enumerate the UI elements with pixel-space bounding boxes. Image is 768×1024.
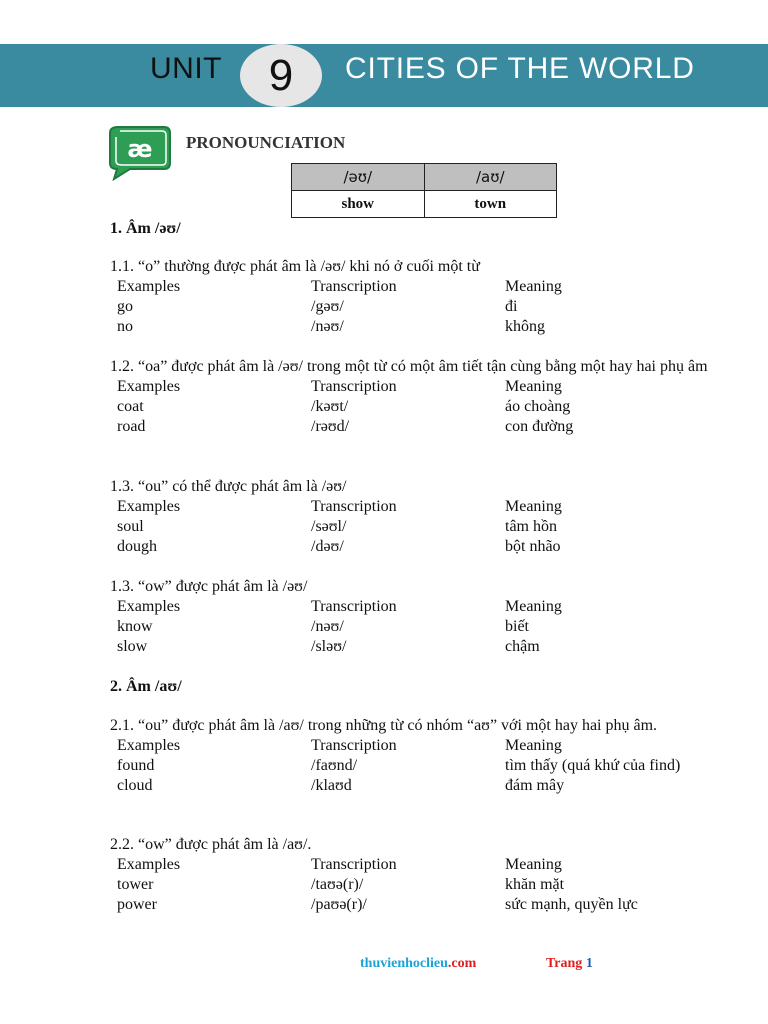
rule-title: 1.3. “ou” có thể được phát âm là /əʊ/ xyxy=(110,478,347,495)
table-row xyxy=(110,875,740,895)
example-word: power xyxy=(117,896,157,913)
table-header-row xyxy=(110,597,740,617)
meaning: sức mạnh, quyền lực xyxy=(505,896,638,913)
footer-page-indicator xyxy=(546,956,593,972)
unit-label: UNIT xyxy=(150,52,222,85)
meaning-header: Meaning xyxy=(505,378,562,395)
meaning-header: Meaning xyxy=(505,737,562,754)
rule-title: 2.1. “ou” được phát âm là /aʊ/ trong những từ có nhóm “aʊ” với một hay hai phụ âm. xyxy=(110,717,658,734)
ipa-word-cell: show xyxy=(292,191,425,218)
example-word: found xyxy=(117,757,155,774)
meaning: tâm hồn xyxy=(505,518,557,535)
ipa-sound-cell: /aʊ/ xyxy=(424,164,557,191)
transcription-header: Transcription xyxy=(311,856,397,873)
rule-title: 1.1. “o” thường được phát âm là /əʊ/ khi nó ở cuối một từ xyxy=(110,258,480,275)
table-header-row xyxy=(110,855,740,875)
table-header-row xyxy=(110,497,740,517)
rule-block xyxy=(110,577,740,657)
rule-block xyxy=(110,257,740,337)
transcription: /rəʊd/ xyxy=(311,418,350,435)
example-word: coat xyxy=(117,398,144,415)
examples-header: Examples xyxy=(117,378,181,395)
meaning-header: Meaning xyxy=(505,498,562,515)
examples-header: Examples xyxy=(117,278,181,295)
example-word: road xyxy=(117,418,146,435)
examples-header: Examples xyxy=(117,498,181,515)
example-word: slow xyxy=(117,638,148,655)
footer-site-link[interactable] xyxy=(360,956,476,972)
table-row xyxy=(110,317,740,337)
meaning: đi xyxy=(505,298,518,315)
meaning: đám mây xyxy=(505,777,565,794)
meaning-header: Meaning xyxy=(505,856,562,873)
ipa-table-head-row xyxy=(292,164,557,191)
table-row xyxy=(110,617,740,637)
rule-block xyxy=(110,835,740,915)
example-word: go xyxy=(117,298,133,315)
transcription: /səʊl/ xyxy=(311,518,347,535)
transcription-header: Transcription xyxy=(311,498,397,515)
meaning: khăn mặt xyxy=(505,876,565,893)
table-row xyxy=(110,776,740,796)
meaning-header: Meaning xyxy=(505,278,562,295)
transcription: /dəʊ/ xyxy=(311,538,344,555)
rule-title: 1.2. “oa” được phát âm là /əʊ/ trong một từ có một âm tiết tận cùng bằng một hay hai phụ âm xyxy=(110,358,708,375)
table-header-row xyxy=(110,736,740,756)
footer-page-number: 1 xyxy=(585,956,593,971)
footer-page-label: Trang xyxy=(546,956,583,971)
table-row xyxy=(110,297,740,317)
table-row xyxy=(110,517,740,537)
transcription-header: Transcription xyxy=(311,737,397,754)
unit-title: CITIES OF THE WORLD xyxy=(345,52,695,85)
transcription: /klaʊd xyxy=(311,777,352,794)
section-title: PRONOUNCIATION xyxy=(186,133,346,152)
transcription: /paʊə(r)/ xyxy=(311,896,367,913)
examples-header: Examples xyxy=(117,737,181,754)
rule-block xyxy=(110,357,740,437)
examples-header: Examples xyxy=(117,598,181,615)
transcription: /sləʊ/ xyxy=(311,638,347,655)
ae-speech-bubble-icon xyxy=(108,123,172,181)
transcription: /kəʊt/ xyxy=(311,398,349,415)
meaning-header: Meaning xyxy=(505,598,562,615)
meaning: chậm xyxy=(505,638,540,655)
transcription: /nəʊ/ xyxy=(311,618,344,635)
transcription: /faʊnd/ xyxy=(311,757,358,774)
rule-title: 1.3. “ow” được phát âm là /əʊ/ xyxy=(110,578,308,595)
example-word: no xyxy=(117,318,133,335)
transcription: /gəʊ/ xyxy=(311,298,344,315)
meaning: biết xyxy=(505,618,529,635)
transcription: /taʊə(r)/ xyxy=(311,876,364,893)
transcription-header: Transcription xyxy=(311,278,397,295)
section-heading: 2. Âm /aʊ/ xyxy=(110,678,182,695)
example-word: dough xyxy=(117,538,157,555)
example-word: know xyxy=(117,618,153,635)
table-row xyxy=(110,397,740,417)
unit-number: 9 xyxy=(268,50,294,100)
rule-title: 2.2. “ow” được phát âm là /aʊ/. xyxy=(110,836,312,853)
examples-header: Examples xyxy=(117,856,181,873)
ipa-word-cell: town xyxy=(424,191,557,218)
transcription-header: Transcription xyxy=(311,598,397,615)
meaning: bột nhão xyxy=(505,538,561,555)
table-row xyxy=(110,756,740,776)
section-heading: 1. Âm /əʊ/ xyxy=(110,220,181,237)
ae-glyph: æ xyxy=(127,135,153,163)
table-header-row xyxy=(110,377,740,397)
meaning: tìm thấy (quá khứ của find) xyxy=(505,757,681,774)
rule-block xyxy=(110,716,740,796)
rule-block xyxy=(110,477,740,557)
table-row xyxy=(110,417,740,437)
transcription: /nəʊ/ xyxy=(311,318,344,335)
example-word: tower xyxy=(117,876,154,893)
table-row xyxy=(110,537,740,557)
ipa-table xyxy=(291,163,557,218)
transcription-header: Transcription xyxy=(311,378,397,395)
footer-site-name: thuvienhoclieu xyxy=(360,956,448,971)
ipa-sound-cell: /əʊ/ xyxy=(292,164,425,191)
footer-site-domain: .com xyxy=(447,956,477,971)
example-word: soul xyxy=(117,518,144,535)
table-row xyxy=(110,637,740,657)
ipa-table-word-row xyxy=(292,191,557,218)
example-word: cloud xyxy=(117,777,153,794)
meaning: con đường xyxy=(505,418,574,435)
table-header-row xyxy=(110,277,740,297)
table-row xyxy=(110,895,740,915)
meaning: áo choàng xyxy=(505,398,571,415)
unit-number-badge xyxy=(240,44,322,107)
meaning: không xyxy=(505,318,545,335)
